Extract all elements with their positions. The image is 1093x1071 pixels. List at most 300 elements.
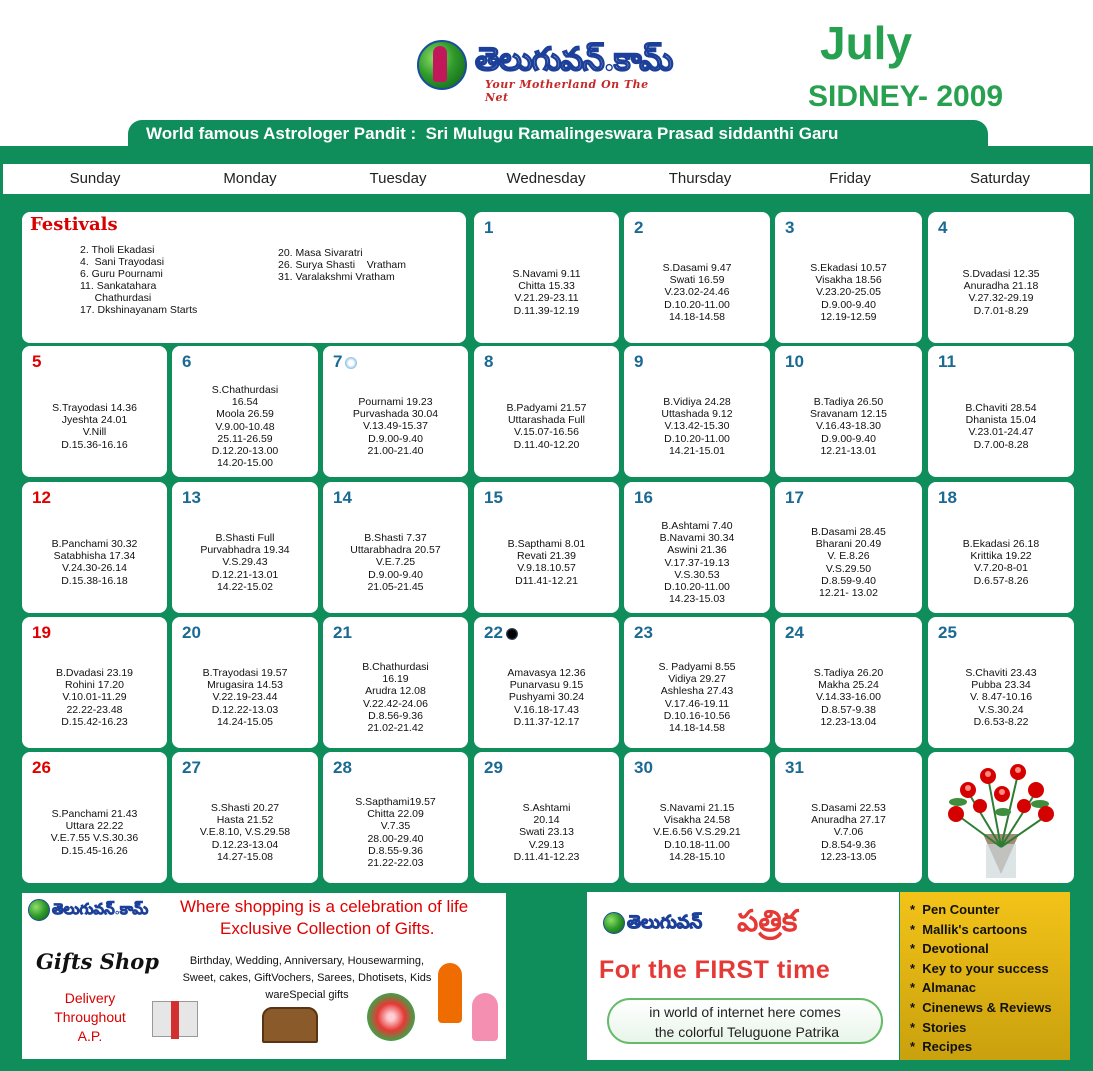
festival-item: 20. Masa Sivaratri bbox=[278, 247, 363, 259]
panchang-line: 14.20-15.00 bbox=[216, 457, 274, 470]
day-cell[interactable] bbox=[928, 617, 1074, 748]
day-cell[interactable] bbox=[775, 212, 922, 343]
panchang-line: D.11.41-12.23 bbox=[513, 850, 580, 863]
day-cell[interactable] bbox=[323, 346, 468, 477]
bullet-icon: * bbox=[910, 902, 923, 917]
feature-item[interactable]: * Cinenews & Reviews bbox=[910, 999, 1052, 1015]
festival-item: 31. Varalakshmi Vratham bbox=[278, 271, 395, 283]
bullet-icon: * bbox=[910, 941, 923, 957]
panchang-line: S.Navami 9.11 bbox=[512, 268, 581, 280]
panchang-line: 21.02-21.42 bbox=[367, 722, 424, 735]
panchang-line: 28.00-29.40 bbox=[367, 832, 424, 845]
day-cell[interactable] bbox=[474, 346, 619, 477]
panchang-line: D.11.37-12.17 bbox=[513, 715, 580, 728]
panchang-line: Moola 26.59 bbox=[216, 408, 274, 421]
panchang-details bbox=[474, 402, 619, 451]
panchang-details bbox=[172, 802, 318, 863]
panchang-line: Pournami 19.23 bbox=[358, 396, 433, 408]
ad-logo: తెలుగువన్ bbox=[603, 912, 702, 937]
weekday-thursday: Thursday bbox=[668, 170, 732, 187]
logo-tagline: Your Motherland On The Net bbox=[485, 78, 649, 104]
feature-item[interactable]: * Devotional bbox=[910, 941, 989, 957]
panchang-details bbox=[172, 667, 318, 728]
panchang-line: 12.21-13.01 bbox=[820, 444, 877, 457]
full-moon-icon bbox=[345, 357, 357, 369]
panchang-line: Pushyami 30.24 bbox=[508, 691, 585, 704]
month-title: July bbox=[820, 17, 913, 69]
panchang-line: Aswini 21.36 bbox=[667, 544, 727, 557]
panchang-line: V. E.8.26 bbox=[827, 550, 870, 563]
panchang-line: Punarvasu 9.15 bbox=[509, 679, 584, 692]
panchang-line: D.6.53-8.22 bbox=[973, 715, 1029, 728]
panchang-line: V.29.13 bbox=[528, 838, 565, 851]
panchang-line: V.17.46-19.11 bbox=[664, 697, 730, 710]
panchang-line: V.E.7.55 V.S.30.36 bbox=[50, 832, 139, 845]
panchang-line: Purvashada 30.04 bbox=[352, 408, 439, 421]
patrika-tagline: in world of internet here comes the colorful Teluguone Patrika bbox=[607, 998, 883, 1044]
day-number: 6 bbox=[182, 352, 192, 371]
patrika-ad[interactable] bbox=[587, 892, 899, 1060]
patrika-title: పత్రిక bbox=[737, 904, 798, 939]
panchang-line: B.Shasti 7.37 bbox=[364, 532, 427, 544]
panchang-line: 12.23-13.05 bbox=[820, 850, 877, 863]
day-number: 26 bbox=[32, 758, 51, 777]
panchang-details bbox=[928, 402, 1074, 451]
new-moon-icon bbox=[506, 628, 518, 640]
day-cell[interactable] bbox=[172, 752, 318, 883]
panchang-line: S.Dasami 22.53 bbox=[811, 802, 886, 814]
day-cell[interactable] bbox=[172, 617, 318, 748]
panchang-line: B.Trayodasi 19.57 bbox=[202, 667, 288, 679]
day-number: 13 bbox=[182, 488, 201, 507]
panchang-line: Revati 21.39 bbox=[517, 550, 576, 563]
panchang-line: V.S.30.53 bbox=[674, 568, 720, 581]
panchang-line: Purvabhadra 19.34 bbox=[200, 544, 290, 557]
panchang-line: 12.21- 13.02 bbox=[819, 587, 878, 600]
panchang-line: D.12.21-13.01 bbox=[211, 568, 279, 581]
day-number: 4 bbox=[938, 218, 948, 237]
panchang-line: B.Navami 30.34 bbox=[659, 532, 735, 545]
day-number: 25 bbox=[938, 623, 957, 642]
panchang-line: 14.24-15.05 bbox=[216, 715, 274, 728]
day-number: 12 bbox=[32, 488, 51, 507]
panchang-line: D.8.57-9.38 bbox=[821, 703, 876, 716]
day-cell[interactable] bbox=[323, 482, 468, 613]
panchang-line: V. 8.47-10.16 bbox=[969, 691, 1033, 704]
panchang-line: V.16.43-18.30 bbox=[815, 420, 881, 433]
day-number: 30 bbox=[634, 758, 653, 777]
panchang-line: 16.54 bbox=[231, 396, 259, 409]
day-cell[interactable] bbox=[22, 482, 167, 613]
patrika-features-list[interactable] bbox=[900, 892, 1070, 1060]
panchang-line: 14.27-15.08 bbox=[216, 850, 274, 863]
weekday-tuesday: Tuesday bbox=[369, 170, 427, 187]
globe-icon bbox=[603, 912, 625, 934]
panchang-line: V.27.32-29.19 bbox=[968, 292, 1034, 305]
festivals-list-left bbox=[80, 244, 197, 316]
panchang-line: B.Dvadasi 23.19 bbox=[55, 667, 134, 679]
feature-item[interactable]: * Mallik's cartoons bbox=[910, 921, 1028, 937]
panchang-line: Chitta 22.09 bbox=[367, 808, 424, 821]
day-number: 7 bbox=[333, 352, 357, 372]
panchang-line: 12.19-12.59 bbox=[820, 310, 877, 323]
panchang-line: Uttarabhadra 20.57 bbox=[350, 544, 441, 557]
panchang-line: Anuradha 27.17 bbox=[811, 814, 886, 827]
day-cell[interactable] bbox=[323, 752, 468, 883]
panchang-line: V.7.35 bbox=[380, 820, 411, 833]
panchang-line: D.10.20-11.00 bbox=[664, 298, 730, 311]
panchang-details bbox=[624, 520, 770, 605]
panchang-details bbox=[172, 384, 318, 469]
day-cell[interactable] bbox=[172, 482, 318, 613]
children-image bbox=[434, 963, 502, 1053]
day-cell[interactable] bbox=[624, 482, 770, 613]
panchang-details bbox=[624, 661, 770, 734]
panchang-line: 21.00-21.40 bbox=[367, 444, 424, 457]
panchang-line: S.Chaviti 23.43 bbox=[965, 667, 1037, 679]
day-number: 22 bbox=[484, 623, 518, 643]
panchang-line: B.Padyami 21.57 bbox=[506, 402, 587, 414]
panchang-line: Pubba 23.34 bbox=[971, 679, 1031, 692]
panchang-line: Makha 25.24 bbox=[818, 679, 879, 692]
bullet-icon: * bbox=[910, 921, 923, 937]
panchang-line: B.Vidiya 24.28 bbox=[663, 396, 731, 408]
panchang-line: V.22.42-24.06 bbox=[362, 697, 428, 710]
day-number: 5 bbox=[32, 352, 42, 371]
day-cell[interactable] bbox=[172, 346, 318, 477]
panchang-details bbox=[22, 402, 167, 451]
gifts-shop-brand: Gifts Shop bbox=[36, 949, 159, 974]
festival-item: 4. Sani Trayodasi bbox=[80, 256, 165, 268]
panchang-line: D.8.59-9.40 bbox=[821, 574, 876, 587]
panchang-line: S.Shasti 20.27 bbox=[210, 802, 280, 814]
panchang-line: 14.21-15.01 bbox=[668, 444, 726, 457]
panchang-line: 22.22-23.48 bbox=[66, 703, 123, 716]
panchang-line: 14.18-14.58 bbox=[668, 722, 726, 735]
day-cell[interactable] bbox=[624, 212, 770, 343]
day-cell[interactable] bbox=[22, 346, 167, 477]
panchang-line: V.Nill bbox=[82, 426, 107, 439]
panchang-line: Ashlesha 27.43 bbox=[660, 685, 734, 698]
panchang-details bbox=[624, 802, 770, 863]
panchang-line: 14.18-14.58 bbox=[668, 310, 726, 323]
panchang-line: Chitta 15.33 bbox=[518, 280, 575, 293]
panchang-line: S.Navami 21.15 bbox=[659, 802, 735, 814]
panchang-line: B.Tadiya 26.50 bbox=[813, 396, 884, 408]
day-number: 29 bbox=[484, 758, 503, 777]
gifts-shop-ad[interactable] bbox=[22, 893, 506, 1059]
panchang-line: D.7.00-8.28 bbox=[973, 438, 1029, 451]
day-cell[interactable] bbox=[928, 346, 1074, 477]
panchang-line: V.23.02-24.46 bbox=[664, 286, 730, 299]
panchang-line: Bharani 20.49 bbox=[815, 538, 882, 551]
panchang-details bbox=[22, 667, 167, 728]
festival-item: 6. Guru Pournami bbox=[80, 268, 163, 280]
panchang-line: D.15.36-16.16 bbox=[61, 438, 128, 451]
panchang-line: S.Trayodasi 14.36 bbox=[52, 402, 137, 414]
day-cell[interactable] bbox=[624, 752, 770, 883]
panchang-line: Sravanam 12.15 bbox=[809, 408, 888, 421]
panchang-line: V.24.30-26.14 bbox=[61, 562, 127, 575]
weekday-monday: Monday bbox=[223, 170, 277, 187]
panchang-line: V.9.00-10.48 bbox=[215, 420, 275, 433]
panchang-line: D.15.45-16.26 bbox=[61, 844, 128, 857]
day-cell[interactable] bbox=[474, 212, 619, 343]
patrika-headline: For the FIRST time bbox=[599, 956, 831, 984]
day-number: 28 bbox=[333, 758, 352, 777]
festival-item: 11. Sankatahara bbox=[80, 280, 157, 292]
panchang-line: B.Panchami 30.32 bbox=[51, 538, 138, 550]
bullet-icon: * bbox=[910, 960, 923, 976]
panchang-line: Mrugasira 14.53 bbox=[207, 679, 283, 692]
day-cell[interactable] bbox=[323, 617, 468, 748]
day-number: 10 bbox=[785, 352, 804, 371]
panchang-details bbox=[323, 532, 468, 593]
panchang-line: D.9.00-9.40 bbox=[368, 568, 423, 581]
panchang-line: Visakha 18.56 bbox=[815, 274, 882, 287]
ad-logo: తెలుగువన్.కామ్ bbox=[28, 899, 148, 922]
panchang-line: V.17.37-19.13 bbox=[664, 556, 730, 569]
weekday-sunday: Sunday bbox=[69, 170, 121, 187]
panchang-line: D.12.20-13.00 bbox=[211, 445, 279, 458]
day-number: 31 bbox=[785, 758, 804, 777]
panchang-line: S.Tadiya 26.20 bbox=[813, 667, 884, 679]
day-cell[interactable] bbox=[624, 617, 770, 748]
panchang-line: D.7.01-8.29 bbox=[973, 304, 1029, 317]
day-number: 8 bbox=[484, 352, 494, 371]
panchang-line: D.12.23-13.04 bbox=[211, 838, 279, 851]
day-cell[interactable] bbox=[22, 752, 167, 883]
panchang-line: Uttarashada Full bbox=[507, 414, 586, 427]
panchang-line: D.11.39-12.19 bbox=[513, 304, 580, 317]
panchang-line: D11.41-12.21 bbox=[515, 574, 578, 587]
city-year-title: SIDNEY- 2009 bbox=[808, 80, 1004, 113]
day-number: 2 bbox=[634, 218, 644, 237]
day-cell[interactable] bbox=[474, 482, 619, 613]
day-number: 18 bbox=[938, 488, 957, 507]
day-number: 16 bbox=[634, 488, 653, 507]
panchang-line: D.15.42-16.23 bbox=[61, 715, 128, 728]
panchang-line: Arudra 12.08 bbox=[365, 685, 426, 698]
bullet-icon: * bbox=[910, 1039, 923, 1055]
festival-item: 2. Tholi Ekadasi bbox=[80, 244, 155, 256]
panchang-details bbox=[474, 667, 619, 728]
panchang-line: V.S.29.43 bbox=[222, 556, 268, 569]
day-number: 15 bbox=[484, 488, 503, 507]
feature-item[interactable]: * Key to your success bbox=[910, 960, 1049, 976]
panchang-details bbox=[22, 538, 167, 587]
panchang-line: V.23.20-25.05 bbox=[815, 286, 881, 299]
globe-icon bbox=[28, 899, 50, 921]
day-number: 24 bbox=[785, 623, 804, 642]
day-cell[interactable] bbox=[474, 752, 619, 883]
day-cell[interactable] bbox=[624, 346, 770, 477]
day-number: 14 bbox=[333, 488, 352, 507]
panchang-line: S.Sapthami19.57 bbox=[355, 796, 436, 808]
panchang-line: B.Chaviti 28.54 bbox=[965, 402, 1037, 414]
panchang-line: Swati 23.13 bbox=[519, 826, 574, 839]
panchang-line: S.Dvadasi 12.35 bbox=[962, 268, 1040, 280]
panchang-line: Vidiya 29.27 bbox=[668, 673, 726, 686]
bullet-icon: * bbox=[910, 980, 922, 996]
panchang-line: S.Ekadasi 10.57 bbox=[810, 262, 887, 274]
panchang-line: Uttara 22.22 bbox=[65, 820, 124, 833]
panchang-line: Anuradha 21.18 bbox=[963, 280, 1039, 293]
panchang-details bbox=[323, 396, 468, 457]
panchang-line: V.10.01-11.29 bbox=[62, 691, 127, 704]
day-cell[interactable] bbox=[474, 617, 619, 748]
panchang-line: V.13.49-15.37 bbox=[362, 420, 428, 433]
day-number: 27 bbox=[182, 758, 201, 777]
day-number: 17 bbox=[785, 488, 804, 507]
festival-item: Chathurdasi bbox=[80, 292, 152, 304]
mother-figure-icon bbox=[433, 46, 447, 82]
panchang-details bbox=[928, 268, 1074, 317]
feature-item[interactable]: * Recipes bbox=[910, 1039, 973, 1055]
festivals-list-right bbox=[278, 247, 406, 283]
panchang-line: V.S.29.50 bbox=[825, 562, 872, 575]
panchang-line: S.Chathurdasi bbox=[211, 384, 279, 396]
panchang-details bbox=[474, 538, 619, 587]
panchang-line: D.15.38-16.18 bbox=[61, 574, 128, 587]
festivals-box bbox=[22, 212, 466, 343]
day-cell[interactable] bbox=[22, 617, 167, 748]
panchang-line: S.Dasami 9.47 bbox=[662, 262, 732, 274]
panchang-line: V.9.18.10.57 bbox=[517, 562, 576, 575]
panchang-details bbox=[928, 538, 1074, 587]
panchang-line: D.8.54-9.36 bbox=[821, 838, 876, 851]
panchang-line: S.Panchami 21.43 bbox=[51, 808, 138, 820]
day-number: 3 bbox=[785, 218, 795, 237]
panchang-details bbox=[624, 396, 770, 457]
panchang-line: D.6.57-8.26 bbox=[973, 574, 1029, 587]
festival-item: 17. Dkshinayanam Starts bbox=[80, 304, 198, 316]
panchang-line: 21.22-22.03 bbox=[367, 857, 424, 870]
panchang-line: D.11.40-12.20 bbox=[513, 438, 580, 451]
ad-headline: Where shopping is a celebration of life bbox=[180, 897, 469, 916]
panchang-line: V.14.33-16.00 bbox=[815, 691, 881, 704]
bouquet-cell bbox=[928, 752, 1074, 883]
panchang-line: V.E.6.56 V.S.29.21 bbox=[653, 826, 741, 839]
feature-item[interactable]: * Pen Counter bbox=[910, 902, 1000, 917]
panchang-line: Swati 16.59 bbox=[669, 274, 725, 287]
rose-bouquet-icon bbox=[928, 752, 1074, 883]
day-cell[interactable] bbox=[775, 346, 922, 477]
day-cell[interactable] bbox=[775, 482, 922, 613]
panchang-line: B.Dasami 28.45 bbox=[811, 526, 886, 538]
panchang-details bbox=[323, 661, 468, 734]
panchang-details bbox=[172, 532, 318, 593]
bullet-icon: * bbox=[910, 1019, 923, 1035]
panchang-details bbox=[775, 667, 922, 728]
panchang-details bbox=[775, 262, 922, 323]
panchang-line: S.Ashtami bbox=[522, 802, 571, 814]
panchang-line: V.23.01-24.47 bbox=[968, 426, 1034, 439]
panchang-details bbox=[775, 526, 922, 599]
day-cell[interactable] bbox=[928, 482, 1074, 613]
feature-item[interactable]: * Almanac bbox=[910, 980, 977, 996]
panchang-details bbox=[474, 802, 619, 863]
gift-categories: Birthday, Wedding, Anniversary, Housewarming, Sweet, cakes, GiftVochers, Sarees, Dhotisets, Kids wareSpecial gifts bbox=[182, 955, 432, 1001]
festivals-title: Festivals bbox=[30, 214, 118, 235]
panchang-line: Satabhisha 17.34 bbox=[53, 550, 136, 563]
panchang-line: V.15.07-16.56 bbox=[513, 426, 579, 439]
panchang-line: Dhanista 15.04 bbox=[965, 414, 1037, 427]
panchang-line: D.9.00-9.40 bbox=[821, 298, 876, 311]
panchang-details bbox=[323, 796, 468, 869]
panchang-line: 12.23-13.04 bbox=[820, 715, 877, 728]
ad-subheadline: Exclusive Collection of Gifts. bbox=[220, 919, 435, 938]
panchang-line: Visakha 24.58 bbox=[663, 814, 731, 827]
panchang-line: V.E.8.10, V.S.29.58 bbox=[199, 826, 291, 839]
panchang-line: D.9.00-9.40 bbox=[368, 432, 423, 445]
panchang-line: Amavasya 12.36 bbox=[507, 667, 586, 679]
panchang-details bbox=[22, 808, 167, 857]
panchang-line: V.7.20-8-01 bbox=[974, 562, 1028, 575]
panchang-line: B.Chathurdasi bbox=[362, 661, 429, 673]
panchang-line: Uttashada 9.12 bbox=[661, 408, 733, 421]
panchang-line: V.13.42-15.30 bbox=[664, 420, 730, 433]
panchang-line: D.8.56-9.36 bbox=[368, 709, 423, 722]
logo-text: తెలుగువన్.కామ్ bbox=[475, 40, 673, 78]
panchang-line: D.10.18-11.00 bbox=[664, 838, 730, 851]
panchang-line: S. Padyami 8.55 bbox=[658, 661, 736, 673]
panchang-details bbox=[624, 262, 770, 323]
panchang-line: D.12.22-13.03 bbox=[211, 703, 279, 716]
panchang-line: Krittika 19.22 bbox=[970, 550, 1032, 563]
panchang-line: V.S.30.24 bbox=[978, 703, 1024, 716]
weekday-header bbox=[3, 164, 1090, 194]
day-cell[interactable] bbox=[775, 617, 922, 748]
panchang-line: 14.28-15.10 bbox=[668, 850, 726, 863]
panchang-line: D.8.55-9.36 bbox=[368, 844, 423, 857]
panchang-line: V.21.29-23.11 bbox=[514, 292, 579, 305]
flower-bouquet-icon bbox=[367, 993, 415, 1041]
delivery-note: Delivery Throughout A.P. bbox=[54, 990, 126, 1044]
panchang-line: 21.05-21.45 bbox=[367, 580, 424, 593]
day-cell[interactable] bbox=[775, 752, 922, 883]
day-number: 21 bbox=[333, 623, 352, 642]
weekday-friday: Friday bbox=[829, 170, 871, 187]
panchang-line: 25.11-26.59 bbox=[217, 432, 273, 445]
panchang-details bbox=[775, 396, 922, 457]
weekday-wednesday: Wednesday bbox=[506, 170, 586, 187]
day-number: 19 bbox=[32, 623, 51, 642]
feature-item[interactable]: * Stories bbox=[910, 1019, 967, 1035]
panchang-details bbox=[474, 268, 619, 317]
panchang-line: D.10.20-11.00 bbox=[664, 581, 730, 594]
telugu-one-logo[interactable] bbox=[415, 36, 675, 104]
panchang-line: D.9.00-9.40 bbox=[821, 432, 876, 445]
panchang-line: Jyeshta 24.01 bbox=[61, 414, 128, 427]
panchang-line: 14.22-15.02 bbox=[216, 580, 274, 593]
panchang-line: 14.23-15.03 bbox=[668, 593, 726, 606]
panchang-details bbox=[928, 667, 1074, 728]
day-number: 20 bbox=[182, 623, 201, 642]
festival-item: 26. Surya Shasti Vratham bbox=[278, 259, 407, 271]
panchang-line: Rohini 17.20 bbox=[65, 679, 124, 692]
bullet-icon: * bbox=[910, 999, 923, 1015]
panchang-line: V.16.18-17.43 bbox=[513, 703, 579, 716]
panchang-line: D.10.16-10.56 bbox=[663, 709, 731, 722]
panchang-line: V.7.06 bbox=[833, 826, 864, 839]
day-number: 11 bbox=[938, 352, 956, 371]
day-cell[interactable] bbox=[928, 212, 1074, 343]
day-number: 1 bbox=[484, 218, 494, 237]
panchang-line: V.E.7.25 bbox=[375, 556, 416, 569]
panchang-line: B.Sapthami 8.01 bbox=[507, 538, 586, 550]
astrologer-banner: World famous Astrologer Pandit : Sri Mulugu Ramalingeswara Prasad siddanthi Garu bbox=[128, 120, 988, 148]
